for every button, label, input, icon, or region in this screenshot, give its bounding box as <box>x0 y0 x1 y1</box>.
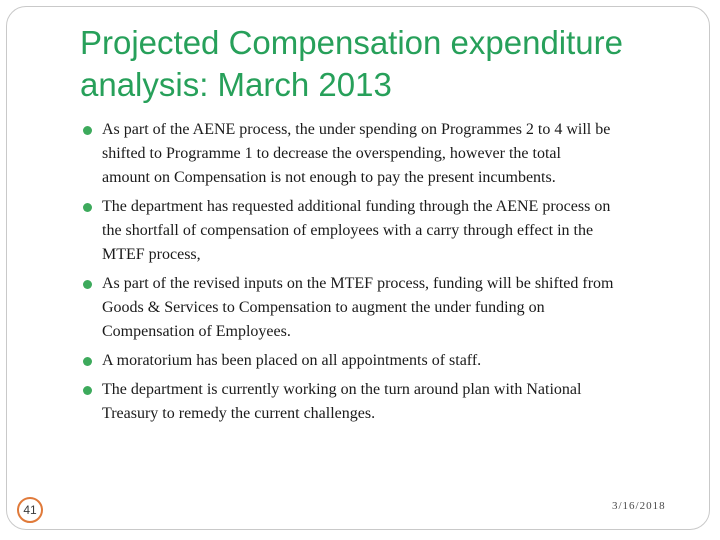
bullet-line: amount on Compensation is not enough to pay the present incumbents. <box>102 169 556 186</box>
bullet-line: shifted to Programme 1 to decrease the overspending, however the total <box>102 145 561 162</box>
bullet-line: As part of the revised inputs on the MTEF process, funding will be shifted from <box>102 275 614 292</box>
bullet-item <box>80 195 680 267</box>
bullet-line: Compensation of Employees. <box>102 323 291 340</box>
bullet-dot-icon <box>83 386 92 395</box>
bullet-item <box>80 349 680 373</box>
slide-date: 3/16/2018 <box>612 500 666 512</box>
bullet-item <box>80 118 680 190</box>
title-line-1: Projected Compensation expenditure <box>80 24 624 61</box>
page-number: 41 <box>17 497 43 523</box>
bullet-line: Treasury to remedy the current challenges. <box>102 405 376 422</box>
bullet-line: As part of the AENE process, the under spending on Programmes 2 to 4 will be <box>102 121 611 138</box>
bullet-item <box>80 272 680 344</box>
bullet-dot-icon <box>83 126 92 135</box>
bullet-line: The department has requested additional funding through the AENE process on <box>102 198 611 215</box>
bullet-list <box>80 118 680 431</box>
title-line-2: analysis: March 2013 <box>80 66 392 103</box>
bullet-line: The department is currently working on the turn around plan with National <box>102 381 582 398</box>
bullet-line: Goods & Services to Compensation to augment the under funding on <box>102 299 545 316</box>
bullet-dot-icon <box>83 357 92 366</box>
bullet-line: A moratorium has been placed on all appointments of staff. <box>102 352 482 369</box>
bullet-item <box>80 378 680 426</box>
bullet-dot-icon <box>83 280 92 289</box>
bullet-dot-icon <box>83 203 92 212</box>
slide-title <box>80 22 690 106</box>
bullet-line: the shortfall of compensation of employees with a carry through effect in the <box>102 222 594 239</box>
bullet-line: MTEF process, <box>102 246 201 263</box>
